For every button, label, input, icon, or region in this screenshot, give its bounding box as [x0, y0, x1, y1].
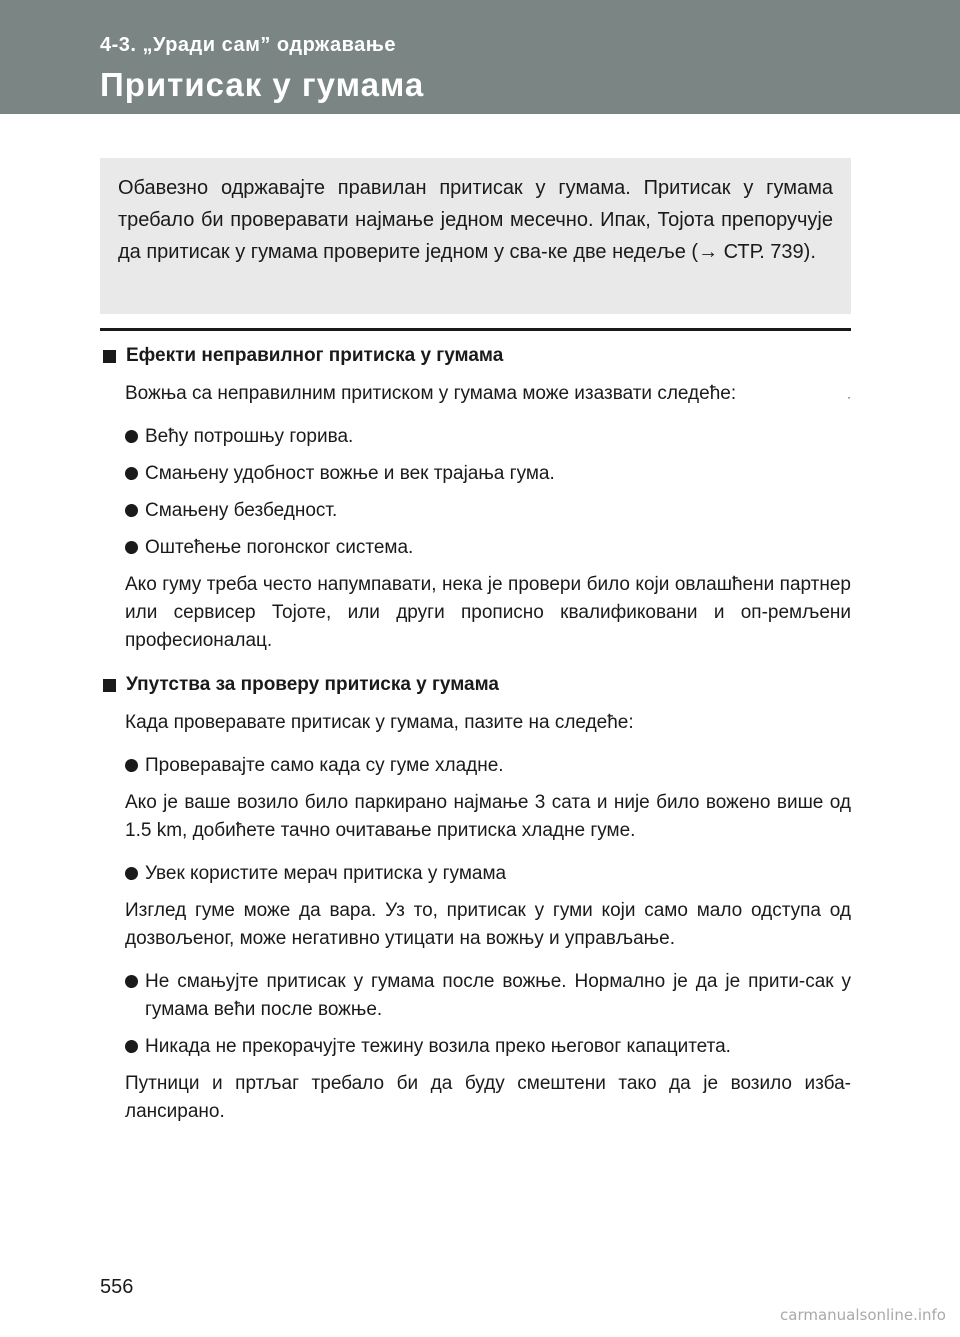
- item-explanation: Ако је ваше возило било паркирано најмање 3 сата и није било вожено више од 1.5 km, добићете тачно очитавање притиска хладне гуме.: [125, 792, 851, 841]
- watermark: carmanualsonline.info: [780, 1306, 946, 1324]
- section-lead: Када проверавате притисак у гумама, пазите на следеће:: [125, 712, 634, 733]
- section-label: 4-3. „Уради сам” одржавање: [100, 34, 396, 56]
- chapter-header: [0, 0, 960, 114]
- list-item: Смањену безбедност.: [100, 497, 851, 525]
- intro-box: [100, 158, 851, 314]
- item-explanation: Изглед гуме може да вара. Уз то, притисак у гуми који само мало одступа од дозвољеног, може негативно утицати на вожњу и управљање.: [125, 900, 851, 949]
- item-explanation: Путници и пртљаг требало би да буду смештени тако да је возило изба-лансирано.: [125, 1073, 851, 1122]
- section-lead: Вожња са неправилним притиском у гумама може изазвати следеће:: [125, 383, 737, 404]
- bullet-icon: [125, 759, 138, 772]
- list-item: Не смањујте притисак у гумама после вожње. Нормално је да је прити-сак у гумама већи после вожње.: [100, 968, 851, 1024]
- section-heading: [100, 670, 851, 700]
- section-heading-text: Упутства за проверу притиска у гумама: [126, 674, 499, 695]
- bullet-icon: [125, 867, 138, 880]
- list-item: Већу потрошњу горива.: [100, 423, 851, 451]
- bullet-icon: [125, 504, 138, 517]
- page-number: 556: [100, 1276, 134, 1298]
- page-title: Притисак у гумама: [100, 66, 425, 103]
- main-content: [100, 341, 851, 1126]
- bullet-icon: [125, 975, 138, 988]
- list-item: Увек користите мерач притиска у гумама: [100, 860, 851, 888]
- square-bullet-icon: [103, 350, 116, 363]
- bullet-icon: [125, 467, 138, 480]
- list-item: Никада не прекорачујте тежину возила преко његовог капацитета.: [100, 1033, 851, 1061]
- intro-text: Обавезно одржавајте правилан притисак у гумама. Притисак у гумама требало би проверавати најмање једном месечно. Ипак, Тојота препоручује да притисак у гумама проверите једном у сва-ке две недеље (→ СТР. 739).: [118, 177, 833, 263]
- section-heading-text: Ефекти неправилног притиска у гумама: [126, 345, 504, 366]
- square-bullet-icon: [103, 679, 116, 692]
- margin-mark: ·: [847, 390, 851, 404]
- list-item: Оштећење погонског система.: [100, 534, 851, 562]
- bullet-icon: [125, 1040, 138, 1053]
- list-item: Смањену удобност вожње и век трајања гума.: [100, 460, 851, 488]
- bullet-icon: [125, 430, 138, 443]
- list-item: Проверавајте само када су гуме хладне.: [100, 752, 851, 780]
- section-heading: [100, 341, 851, 371]
- section-divider: [100, 328, 851, 331]
- section-note: Ако гуму треба често напумпавати, нека је провери било који овлашћени партнер или сервисер Тојоте, или други прописно квалификовани и оп-ремљени професионалац.: [125, 574, 851, 651]
- bullet-icon: [125, 541, 138, 554]
